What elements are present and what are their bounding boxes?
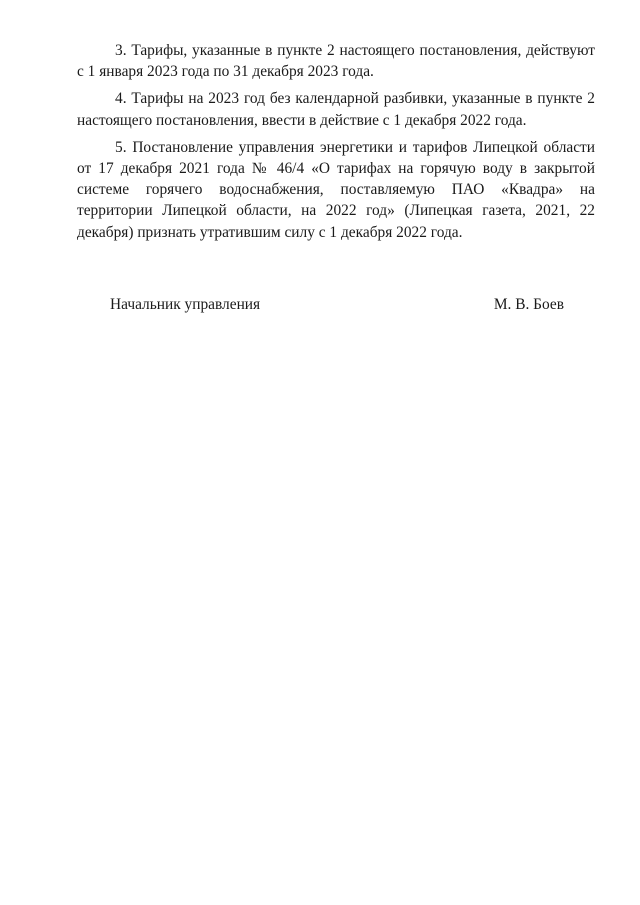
signatory-position: Начальник управления [110, 296, 261, 313]
document-body [77, 40, 595, 249]
paragraph-3: 3. Тарифы, указанные в пункте 2 настоящего постановления, действуют с 1 января 2023 года по 31 декабря 2023 года. [77, 42, 595, 81]
signatory-name: М. В. Боев [493, 296, 564, 313]
paragraph-5: 5. Постановление управления энергетики и тарифов Липецкой области от 17 декабря 2021 года № 46/4 «О тарифах на горячую воду в закрытой системе горячего водоснабжения, поставляемую ПАО «Квадра» на территории Липецкой области, на 2022 год» (Липецкая газета, 2021, 22 декабря) признать утратившим силу с 1 декабря 2022 года. [77, 138, 595, 241]
paragraph-4: 4. Тарифы на 2023 год без календарной разбивки, указанные в пункте 2 настоящего постановления, ввести в действие с 1 декабря 2022 года. [77, 90, 595, 129]
signature-block [110, 294, 564, 315]
